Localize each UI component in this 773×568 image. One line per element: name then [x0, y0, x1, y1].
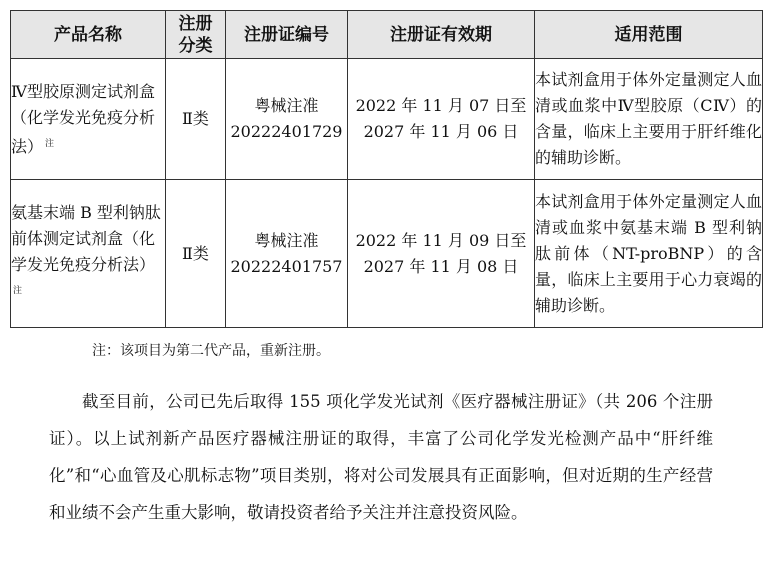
category-cell: Ⅱ类 [166, 180, 226, 328]
table-row [11, 59, 763, 180]
reg-number-prefix: 粤械注准 [254, 96, 319, 115]
note-mark: 注 [13, 286, 23, 296]
validity-end: 2027 年 11 月 06 日 [363, 122, 519, 141]
reg-number-digits: 20222401729 [230, 122, 343, 141]
validity-start: 2022 年 11 月 07 日至 [355, 96, 527, 115]
header-scope: 适用范围 [535, 11, 763, 59]
header-product-name: 产品名称 [11, 11, 166, 59]
product-name-cell [11, 180, 166, 328]
reg-number-digits: 20222401757 [230, 256, 343, 276]
category-cell: Ⅱ类 [166, 59, 226, 180]
reg-number-cell [226, 180, 348, 328]
product-name: Ⅳ型胶原测定试剂盒（化学发光免疫分析法） [11, 81, 156, 156]
validity-start: 2022 年 11 月 09 日至 [355, 230, 527, 250]
note-mark: 注 [45, 138, 55, 149]
validity-cell [348, 59, 535, 180]
reg-number-cell [226, 59, 348, 180]
scope-cell: 本试剂盒用于体外定量测定人血清或血浆中氨基末端 B 型利钠肽前体（NT-proBNP）的含量，临床上主要用于心力衰竭的辅助诊断。 [535, 180, 763, 328]
table-row [11, 180, 763, 328]
reg-number-prefix: 粤械注准 [254, 230, 319, 250]
header-reg-number: 注册证编号 [226, 11, 348, 59]
validity-cell [348, 180, 535, 328]
product-name-cell [11, 59, 166, 180]
body-paragraph: 截至目前，公司已先后取得 155 项化学发光试剂《医疗器械注册证》（共 206 个注册证）。以上试剂新产品医疗器械注册证的取得，丰富了公司化学发光检测产品中“肝纤维化”和“心血管及心肌标志物”项目类别，将对公司发展具有正面影响，但对近期的生产经营和业绩不会产生重大影响，敬请投资者给予关注并注意投资风险。 [49, 392, 713, 522]
header-category: 注册分类 [166, 11, 226, 59]
table-header-row [11, 11, 763, 59]
table-footnote: 注：该项目为第二代产品，重新注册。 [92, 343, 330, 359]
validity-end: 2027 年 11 月 08 日 [363, 256, 519, 276]
product-name: 氨基末端 B 型利钠肽前体测定试剂盒（化学发光免疫分析法） [11, 203, 161, 274]
registration-table [10, 10, 763, 328]
header-validity: 注册证有效期 [348, 11, 535, 59]
scope-cell: 本试剂盒用于体外定量测定人血清或血浆中Ⅳ型胶原（CⅣ）的含量，临床上主要用于肝纤维化的辅助诊断。 [535, 59, 763, 180]
